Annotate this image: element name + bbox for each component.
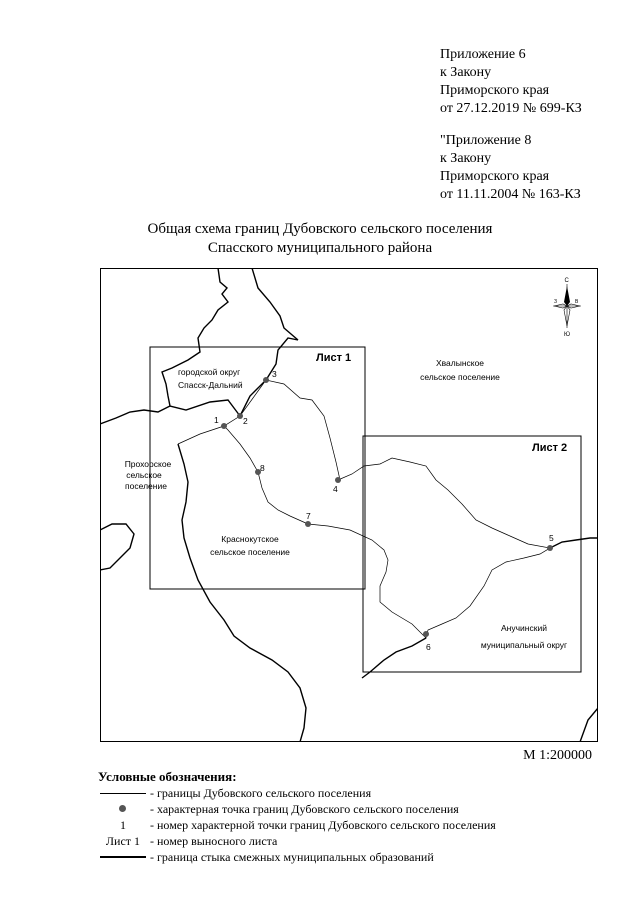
area-label-khvalynskoe: сельское поселение — [420, 372, 500, 382]
point-label-4: 4 — [333, 484, 338, 494]
boundary-line-symbol — [98, 785, 148, 801]
east-boundary — [550, 538, 598, 548]
legend-item — [98, 817, 558, 833]
legend-item — [98, 849, 558, 865]
point-5 — [547, 545, 553, 551]
sheet-1-label: Лист 1 — [316, 352, 352, 364]
prokhorskoe-boundary — [178, 444, 306, 742]
appendix-current-line: Приморского края — [440, 83, 550, 98]
map-frame — [101, 269, 598, 742]
area-label-spassk: городской округ — [178, 367, 241, 377]
sheet-2-frame — [363, 436, 581, 672]
point-6 — [423, 631, 429, 637]
point-label-3: 3 — [272, 369, 277, 379]
map-title-line: Спасского муниципального района — [207, 240, 433, 256]
legend-text: - граница стыка смежных муниципальных образований — [150, 850, 434, 864]
point-label-2: 2 — [243, 416, 248, 426]
legend-text: - характерная точка границ Дубовского сельского поселения — [150, 802, 459, 816]
map-scale: М 1:200000 — [523, 748, 592, 763]
sheet-2-label: Лист 2 — [532, 442, 568, 454]
appendix-original-line: "Приложение 8 — [440, 133, 532, 148]
boundary-map — [100, 268, 598, 742]
appendix-current-line: Приложение 6 — [440, 47, 526, 62]
sheet-number-sample: Лист 1 — [105, 834, 141, 848]
map-title — [0, 220, 640, 258]
appendix-original-line: Приморского края — [440, 169, 550, 184]
appendix-current-line: от 27.12.2019 № 699-КЗ — [440, 101, 582, 116]
point-label-6: 6 — [426, 642, 431, 652]
area-label-anuchinsky: муниципальный округ — [480, 640, 568, 650]
south-boundary — [580, 708, 598, 742]
point-number-sample: 1 — [120, 818, 126, 832]
point-label-7: 7 — [306, 511, 311, 521]
area-label-spassk: Спасск-Дальний — [178, 380, 243, 390]
legend-text: - номер характерной точки границ Дубовского сельского поселения — [150, 818, 496, 832]
point-number-symbol — [98, 817, 148, 833]
appendix-original — [440, 132, 581, 204]
point-label-1: 1 — [214, 415, 219, 425]
appendix-current — [440, 46, 582, 118]
point-symbol — [98, 801, 148, 817]
point-7 — [305, 521, 311, 527]
legend-title: Условные обозначения: — [98, 769, 237, 784]
point-label-8: 8 — [260, 463, 265, 473]
legend-item — [98, 785, 558, 801]
point-1 — [221, 423, 227, 429]
legend-item — [98, 801, 558, 817]
legend-item — [98, 833, 558, 849]
appendix-original-line: к Закону — [440, 151, 492, 166]
compass-west: З — [554, 299, 558, 305]
area-label-krasnokutskoe: Краснокутское — [221, 534, 279, 544]
spassk-boundary — [162, 268, 240, 416]
characteristic-points — [221, 377, 553, 637]
legend-text: - номер выносного листа — [150, 834, 278, 848]
compass-east: В — [575, 299, 579, 305]
area-label-prokhorskoe: сельское — [126, 470, 162, 480]
compass-north: С — [564, 278, 569, 284]
dubovskoe-boundary — [178, 380, 550, 638]
area-label-khvalynskoe: Хвалынское — [435, 358, 485, 368]
sheet-number-symbol — [98, 833, 148, 849]
adjacent-boundaries — [100, 268, 598, 742]
appendix-current-line: к Закону — [440, 65, 492, 80]
appendix-original-line: от 11.11.2004 № 163-КЗ — [440, 187, 581, 202]
west-boundary-lower — [100, 524, 134, 570]
compass-icon — [553, 278, 581, 338]
area-label-krasnokutskoe: сельское поселение — [210, 547, 290, 557]
point-4 — [335, 477, 341, 483]
area-label-prokhorskoe: Прохорское — [124, 459, 172, 469]
north-boundary — [252, 268, 298, 340]
legend-text: - границы Дубовского сельского поселения — [150, 786, 372, 800]
area-label-prokhorskoe: поселение — [125, 481, 167, 491]
compass-south: Ю — [564, 332, 571, 338]
map-title-line: Общая схема границ Дубовского сельского поселения — [147, 221, 493, 237]
point-3 — [263, 377, 269, 383]
adjacent-boundary-symbol — [98, 849, 148, 865]
area-label-anuchinsky: Анучинский — [501, 623, 547, 633]
point-label-5: 5 — [549, 533, 554, 543]
west-boundary-upper — [100, 406, 170, 424]
